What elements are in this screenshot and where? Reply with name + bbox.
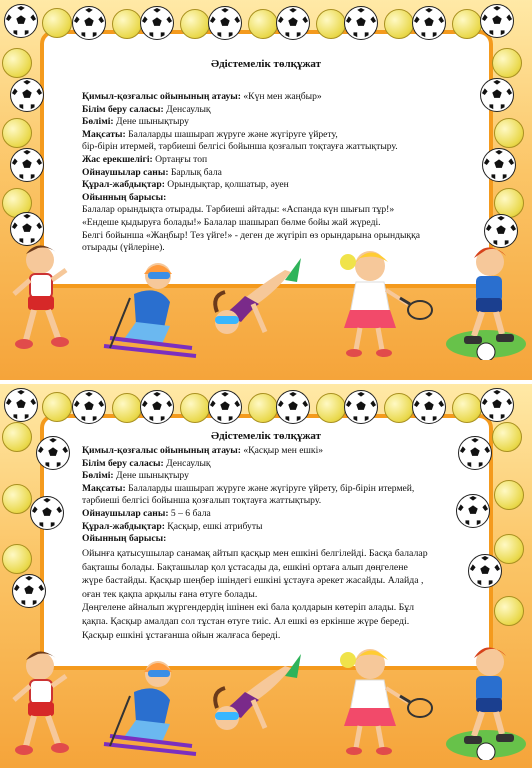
soccer-ball-icon: [456, 494, 490, 528]
tennis-ball-icon: [248, 393, 278, 423]
tennis-ball-icon: [42, 8, 72, 38]
passport-card-sun-and-rain: [0, 0, 532, 380]
course-line: Белгі бойынша «Жаңбыр! Тез үйге!» - деген де жүгіріп өз орындарына орындыққа: [82, 229, 421, 241]
tennis-ball-icon: [248, 9, 278, 39]
soccer-ball-icon: [344, 390, 378, 424]
section-line: Бөлімі: Дене шынықтыру: [82, 116, 189, 128]
course-line: Қасқыр ешкіні ұстағанша ойын жалғаса береді.: [82, 629, 281, 641]
tennis-ball-icon: [180, 393, 210, 423]
skier-icon: [100, 258, 200, 358]
game-name-line: Қимыл-қозғалыс ойынының атауы: «Күн мен жаңбыр»: [82, 91, 322, 102]
age-line: Жас ерекшелігі: Ортаңғы топ: [82, 153, 208, 165]
tennis-ball-icon: [492, 422, 522, 452]
skier-icon: [100, 656, 200, 756]
tennis-ball-icon: [384, 9, 414, 39]
game-name-line: Қимыл-қозғалыс ойынының атауы: «Қасқыр мен ешкі»: [82, 445, 324, 456]
tennis-ball-icon: [492, 48, 522, 78]
tools-line: Құрал-жабдықтар: Орындықтар, қолшатыр, әуен: [82, 179, 289, 191]
tennis-ball-icon: [384, 393, 414, 423]
course-line: бақташы болады. Бақташылар қол ұстасады да, ешкіні ортаға алып дөңгелене: [82, 561, 408, 573]
soccer-ball-icon: [480, 78, 514, 112]
tennis-ball-icon: [42, 392, 72, 422]
tennis-ball-icon: [112, 9, 142, 39]
soccer-ball-icon: [72, 6, 106, 40]
goal-continuation: тәрбиеші белгісі бойынша қозғалып тоқтауға жаттықтыру.: [82, 495, 322, 507]
soccer-ball-icon: [412, 6, 446, 40]
card-title: Әдістемелік төлқұжат: [210, 430, 322, 442]
soccer-ball-icon: [482, 148, 516, 182]
soccer-ball-icon: [72, 390, 106, 424]
course-body: [82, 547, 428, 642]
tennis-ball-icon: [494, 480, 524, 510]
course-line: оған тек қақпа арқылы ғана өтуге болады.: [82, 588, 258, 600]
soccer-ball-icon: [4, 388, 38, 422]
tennis-ball-icon: [494, 118, 524, 148]
skater-boy-icon: [446, 640, 526, 760]
goal-line: Мақсаты: Балаларды шашырап жүруге және жүгіруге үйрету, бір-бірін итермей,: [82, 482, 415, 494]
edu-area-line: Білім беру саласы: Денсаулық: [82, 457, 211, 469]
card-body: [82, 445, 414, 546]
soccer-ball-icon: [12, 574, 46, 608]
running-boy-icon: [8, 646, 78, 761]
soccer-ball-icon: [412, 390, 446, 424]
tennis-ball-icon: [180, 9, 210, 39]
tennis-ball-icon: [112, 393, 142, 423]
tennis-ball-icon: [2, 484, 32, 514]
soccer-ball-icon: [10, 148, 44, 182]
players-line: Ойнаушылар саны: Барлық бала: [82, 166, 222, 178]
soccer-ball-icon: [30, 496, 64, 530]
tennis-girl-icon: [330, 244, 435, 359]
soccer-ball-icon: [276, 6, 310, 40]
soccer-ball-icon: [140, 6, 174, 40]
soccer-ball-icon: [276, 390, 310, 424]
diver-girl-icon: [205, 648, 310, 738]
card-title: Әдістемелік төлқұжат: [210, 58, 322, 70]
tennis-ball-icon: [316, 393, 346, 423]
tennis-ball-icon: [2, 422, 32, 452]
soccer-ball-icon: [484, 214, 518, 248]
players-line: Ойнаушылар саны: 5 – 6 бала: [82, 507, 211, 519]
diver-girl-icon: [205, 252, 310, 342]
soccer-ball-icon: [208, 390, 242, 424]
section-line: Бөлімі: Дене шынықтыру: [82, 470, 189, 482]
tennis-ball-icon: [2, 118, 32, 148]
course-line: Дөңгелене айналып жүргендердің ішінен екі бала қолдарын көтеріп алады. Бұл: [82, 602, 415, 614]
running-boy-icon: [8, 240, 78, 355]
tennis-girl-icon: [330, 642, 435, 757]
soccer-ball-icon: [10, 212, 44, 246]
card-body: [82, 91, 420, 255]
tennis-ball-icon: [452, 393, 482, 423]
soccer-ball-icon: [480, 388, 514, 422]
skater-boy-icon: [446, 240, 526, 360]
course-line: Ойынға қатысушылар санамақ айтып қасқыр мен ешкіні белгілейді. Басқа балалар: [82, 548, 428, 559]
course-line: «Ендеше қыдыруға болады!» Балалар шашырап бөлме бойы жай жүреді.: [82, 216, 381, 228]
tennis-ball-icon: [316, 9, 346, 39]
course-heading: Ойынның барысы:: [82, 533, 167, 545]
soccer-ball-icon: [10, 78, 44, 112]
course-line: отырады (үйлеріне).: [82, 242, 165, 254]
tennis-ball-icon: [494, 596, 524, 626]
soccer-ball-icon: [208, 6, 242, 40]
tennis-ball-icon: [452, 9, 482, 39]
tennis-ball-icon: [494, 534, 524, 564]
course-line: қақпа. Қасқыр амалдап сол тұстан өтуге тиіс. Ал ешкі өз еркінше жүре береді.: [82, 615, 410, 627]
soccer-ball-icon: [4, 4, 38, 38]
tennis-ball-icon: [2, 544, 32, 574]
soccer-ball-icon: [140, 390, 174, 424]
course-line: Балалар орындықта отырады. Тәрбиеші айтады: «Аспанда күн шығып тұр!»: [82, 204, 395, 216]
passport-card-wolf-and-goat: [0, 384, 532, 768]
soccer-ball-icon: [458, 436, 492, 470]
edu-area-line: Білім беру саласы: Денсаулық: [82, 103, 211, 115]
soccer-ball-icon: [480, 4, 514, 38]
course-heading: Ойынның барысы:: [82, 191, 167, 203]
tools-line: Құрал-жабдықтар: Қасқыр, ешкі атрибуты: [82, 520, 263, 532]
goal-line: Мақсаты: Балаларды шашырап жүруге және жүгіруге үйрету,: [82, 128, 338, 140]
goal-continuation: бір-бірін итермей, тәрбиеші белгісі бойынша қозғалып тоқтауға жаттықтыру.: [82, 141, 398, 153]
soccer-ball-icon: [344, 6, 378, 40]
soccer-ball-icon: [36, 436, 70, 470]
soccer-ball-icon: [468, 554, 502, 588]
tennis-ball-icon: [2, 48, 32, 78]
course-line: жүре бастайды. Қасқыр шеңбер ішіндегі ешкіні ұстауға әрекет жасайды. Алайда ,: [82, 575, 424, 587]
